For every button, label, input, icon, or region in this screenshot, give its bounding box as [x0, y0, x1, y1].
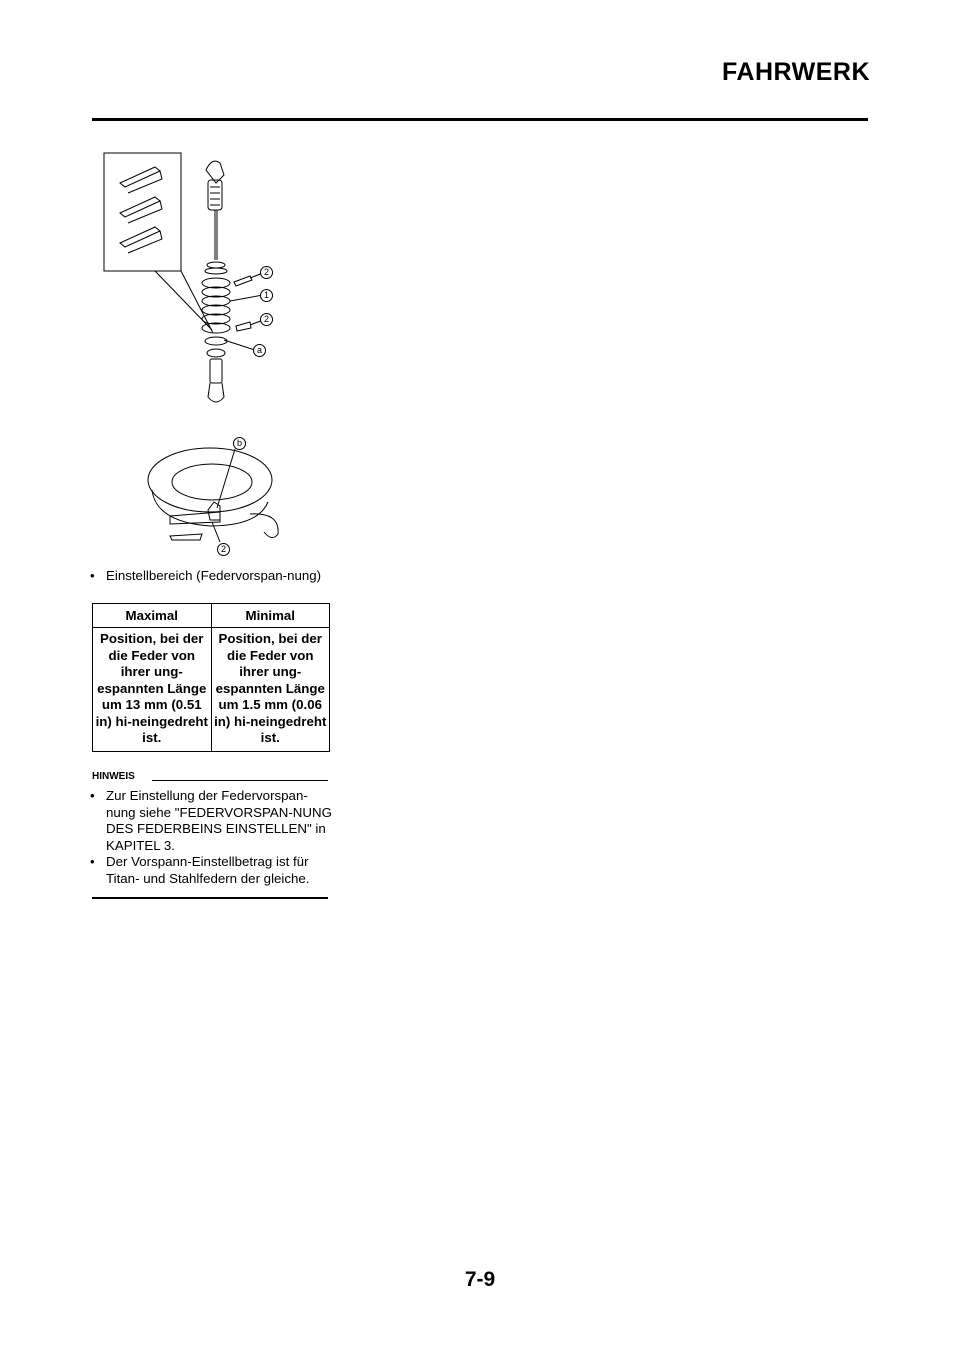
inset-spring-2 — [120, 197, 162, 223]
spring-stopper-illustration — [140, 430, 300, 560]
stopper-lower — [236, 322, 251, 331]
table-row — [93, 628, 330, 752]
table-header-row — [93, 604, 330, 628]
shock-absorber-illustration — [100, 145, 300, 415]
page-section-title: FAHRWERK — [722, 58, 870, 86]
table-header-min: Minimal — [211, 604, 330, 628]
callout-stopper: 2 — [217, 543, 230, 556]
stopper-upper — [234, 276, 252, 286]
table-cell-max: Position, bei der die Feder von ihrer ung-espannten Länge um 13 mm (0.51 in) hi-neingedreht ist. — [93, 628, 212, 752]
page-number: 7-9 — [464, 1268, 496, 1291]
note-divider-bottom — [92, 897, 328, 899]
callout-b: b — [233, 437, 246, 450]
header-divider — [92, 118, 868, 121]
callout-stopper-lower: 2 — [260, 313, 273, 326]
note-item: • Zur Einstellung der Federvorspan-nung siehe "FEDERVORSPAN-NUNG DES FEDERBEINS EINSTELLEN" in KAPITEL 3. — [90, 788, 332, 854]
intro-list — [90, 568, 332, 585]
callout-stopper-upper: 2 — [260, 266, 273, 279]
table-header-max: Maximal — [93, 604, 212, 628]
coil-inner — [172, 464, 252, 500]
note-item: • Der Vorspann-Einstellbetrag ist für Titan- und Stahlfedern der gleiche. — [90, 854, 332, 887]
note-label: HINWEIS — [92, 771, 135, 782]
callout-spring-end: a — [253, 344, 266, 357]
shock-absorber-drawing — [100, 145, 300, 415]
callout-spring: 1 — [260, 289, 273, 302]
note-divider-top — [152, 780, 328, 781]
spring-preload-spec-table — [92, 603, 330, 752]
lower-mount — [208, 383, 224, 402]
spring-stopper-drawing — [140, 430, 300, 560]
table-cell-min: Position, bei der die Feder von ihrer ung-espannten Länge um 1.5 mm (0.06 in) hi-neingedreht ist. — [211, 628, 330, 752]
inset-spring-1 — [120, 167, 162, 193]
intro-bullet: • Einstellbereich (Federvorspan-nung) — [90, 568, 332, 585]
inset-frame — [104, 153, 181, 271]
coil-outer — [148, 448, 272, 512]
note-list — [90, 788, 332, 887]
inset-spring-3 — [120, 227, 162, 253]
